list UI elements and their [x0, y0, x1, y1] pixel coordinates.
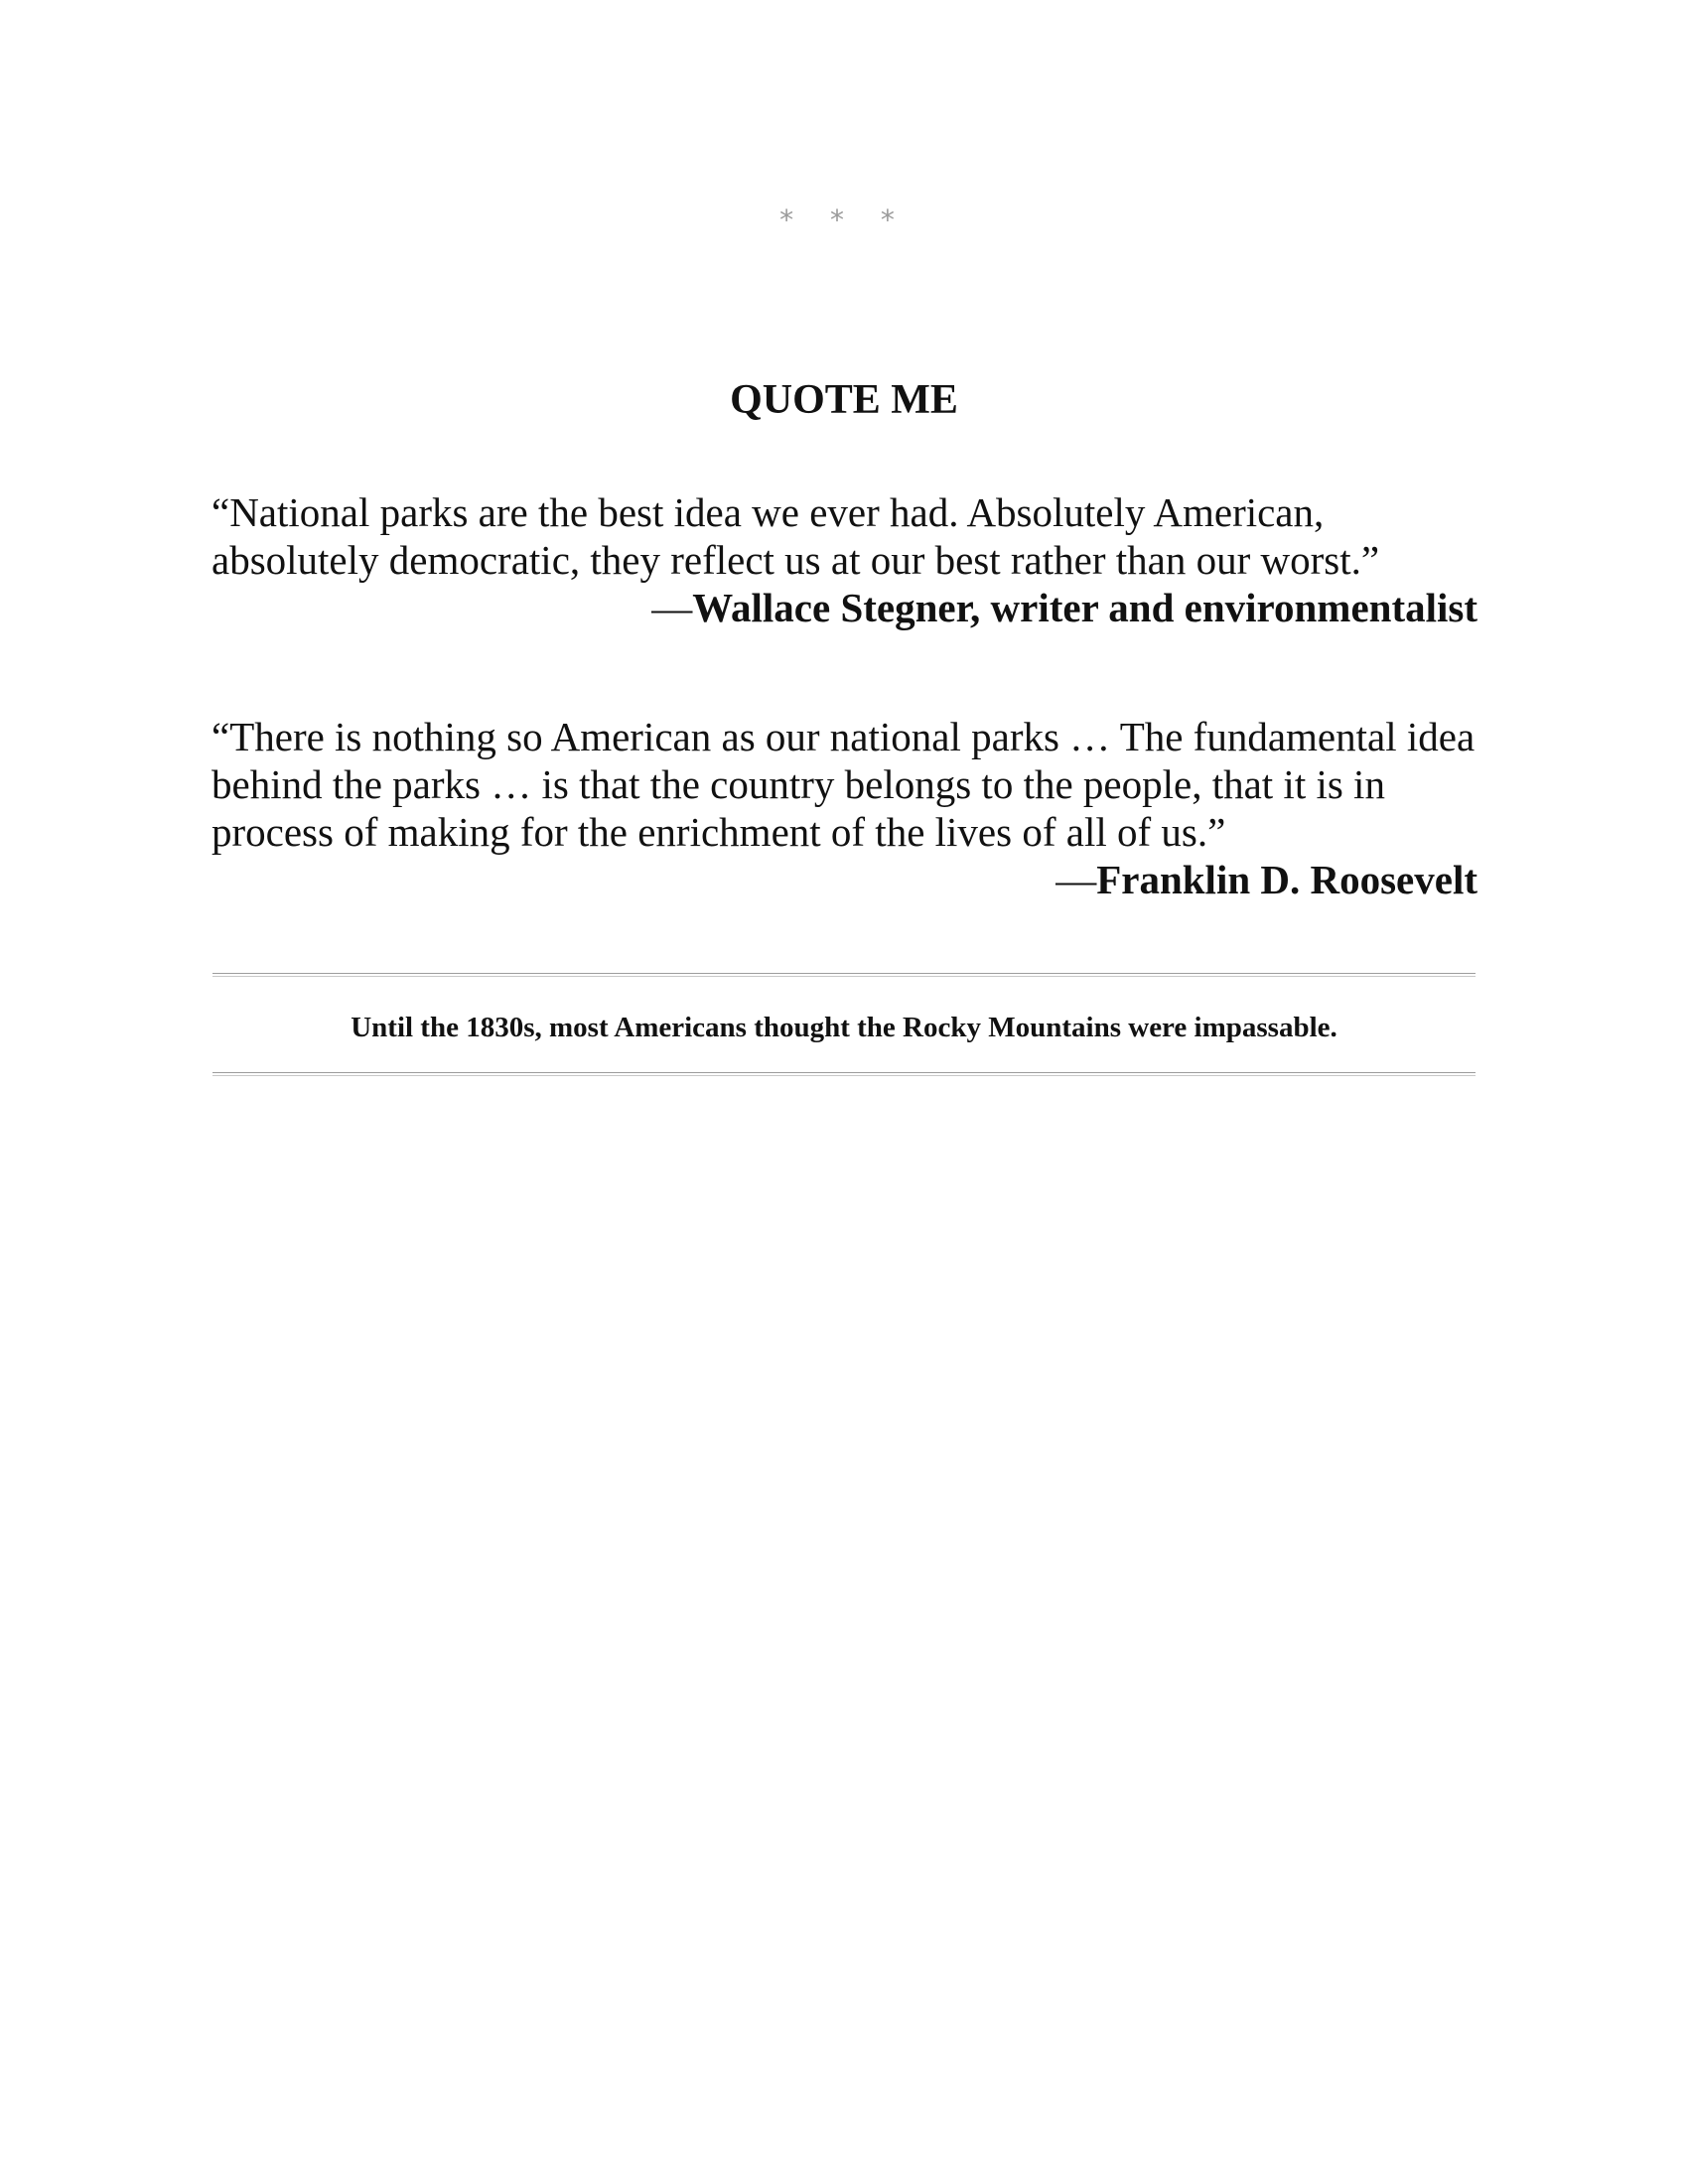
quote-block: [211, 488, 1477, 631]
top-divider: [212, 973, 1476, 977]
section-break-ornament: * * *: [779, 204, 909, 236]
quote-attribution: [211, 856, 1477, 903]
em-dash: —: [651, 585, 693, 630]
quote-author: Wallace Stegner, writer and environmentalist: [692, 585, 1477, 630]
quote-author: Franklin D. Roosevelt: [1096, 857, 1477, 902]
quote-text: “National parks are the best idea we ever had. Absolutely American, absolutely democratic, they reflect us at our best rather than our worst.”: [211, 489, 1380, 583]
page-title: QUOTE ME: [730, 377, 958, 423]
quote-text: “There is nothing so American as our national parks … The fundamental idea behind the parks … is that the country belongs to the people, that it is in process of making for the enrichment of the lives of all of us.”: [211, 714, 1476, 855]
bottom-divider: [212, 1072, 1476, 1076]
quote-attribution: [211, 584, 1477, 631]
fact-callout-box: [212, 973, 1476, 1076]
em-dash: —: [1055, 857, 1097, 902]
fact-text: Until the 1830s, most Americans thought the Rocky Mountains were impassable.: [351, 1012, 1337, 1043]
quote-block: [211, 713, 1477, 903]
